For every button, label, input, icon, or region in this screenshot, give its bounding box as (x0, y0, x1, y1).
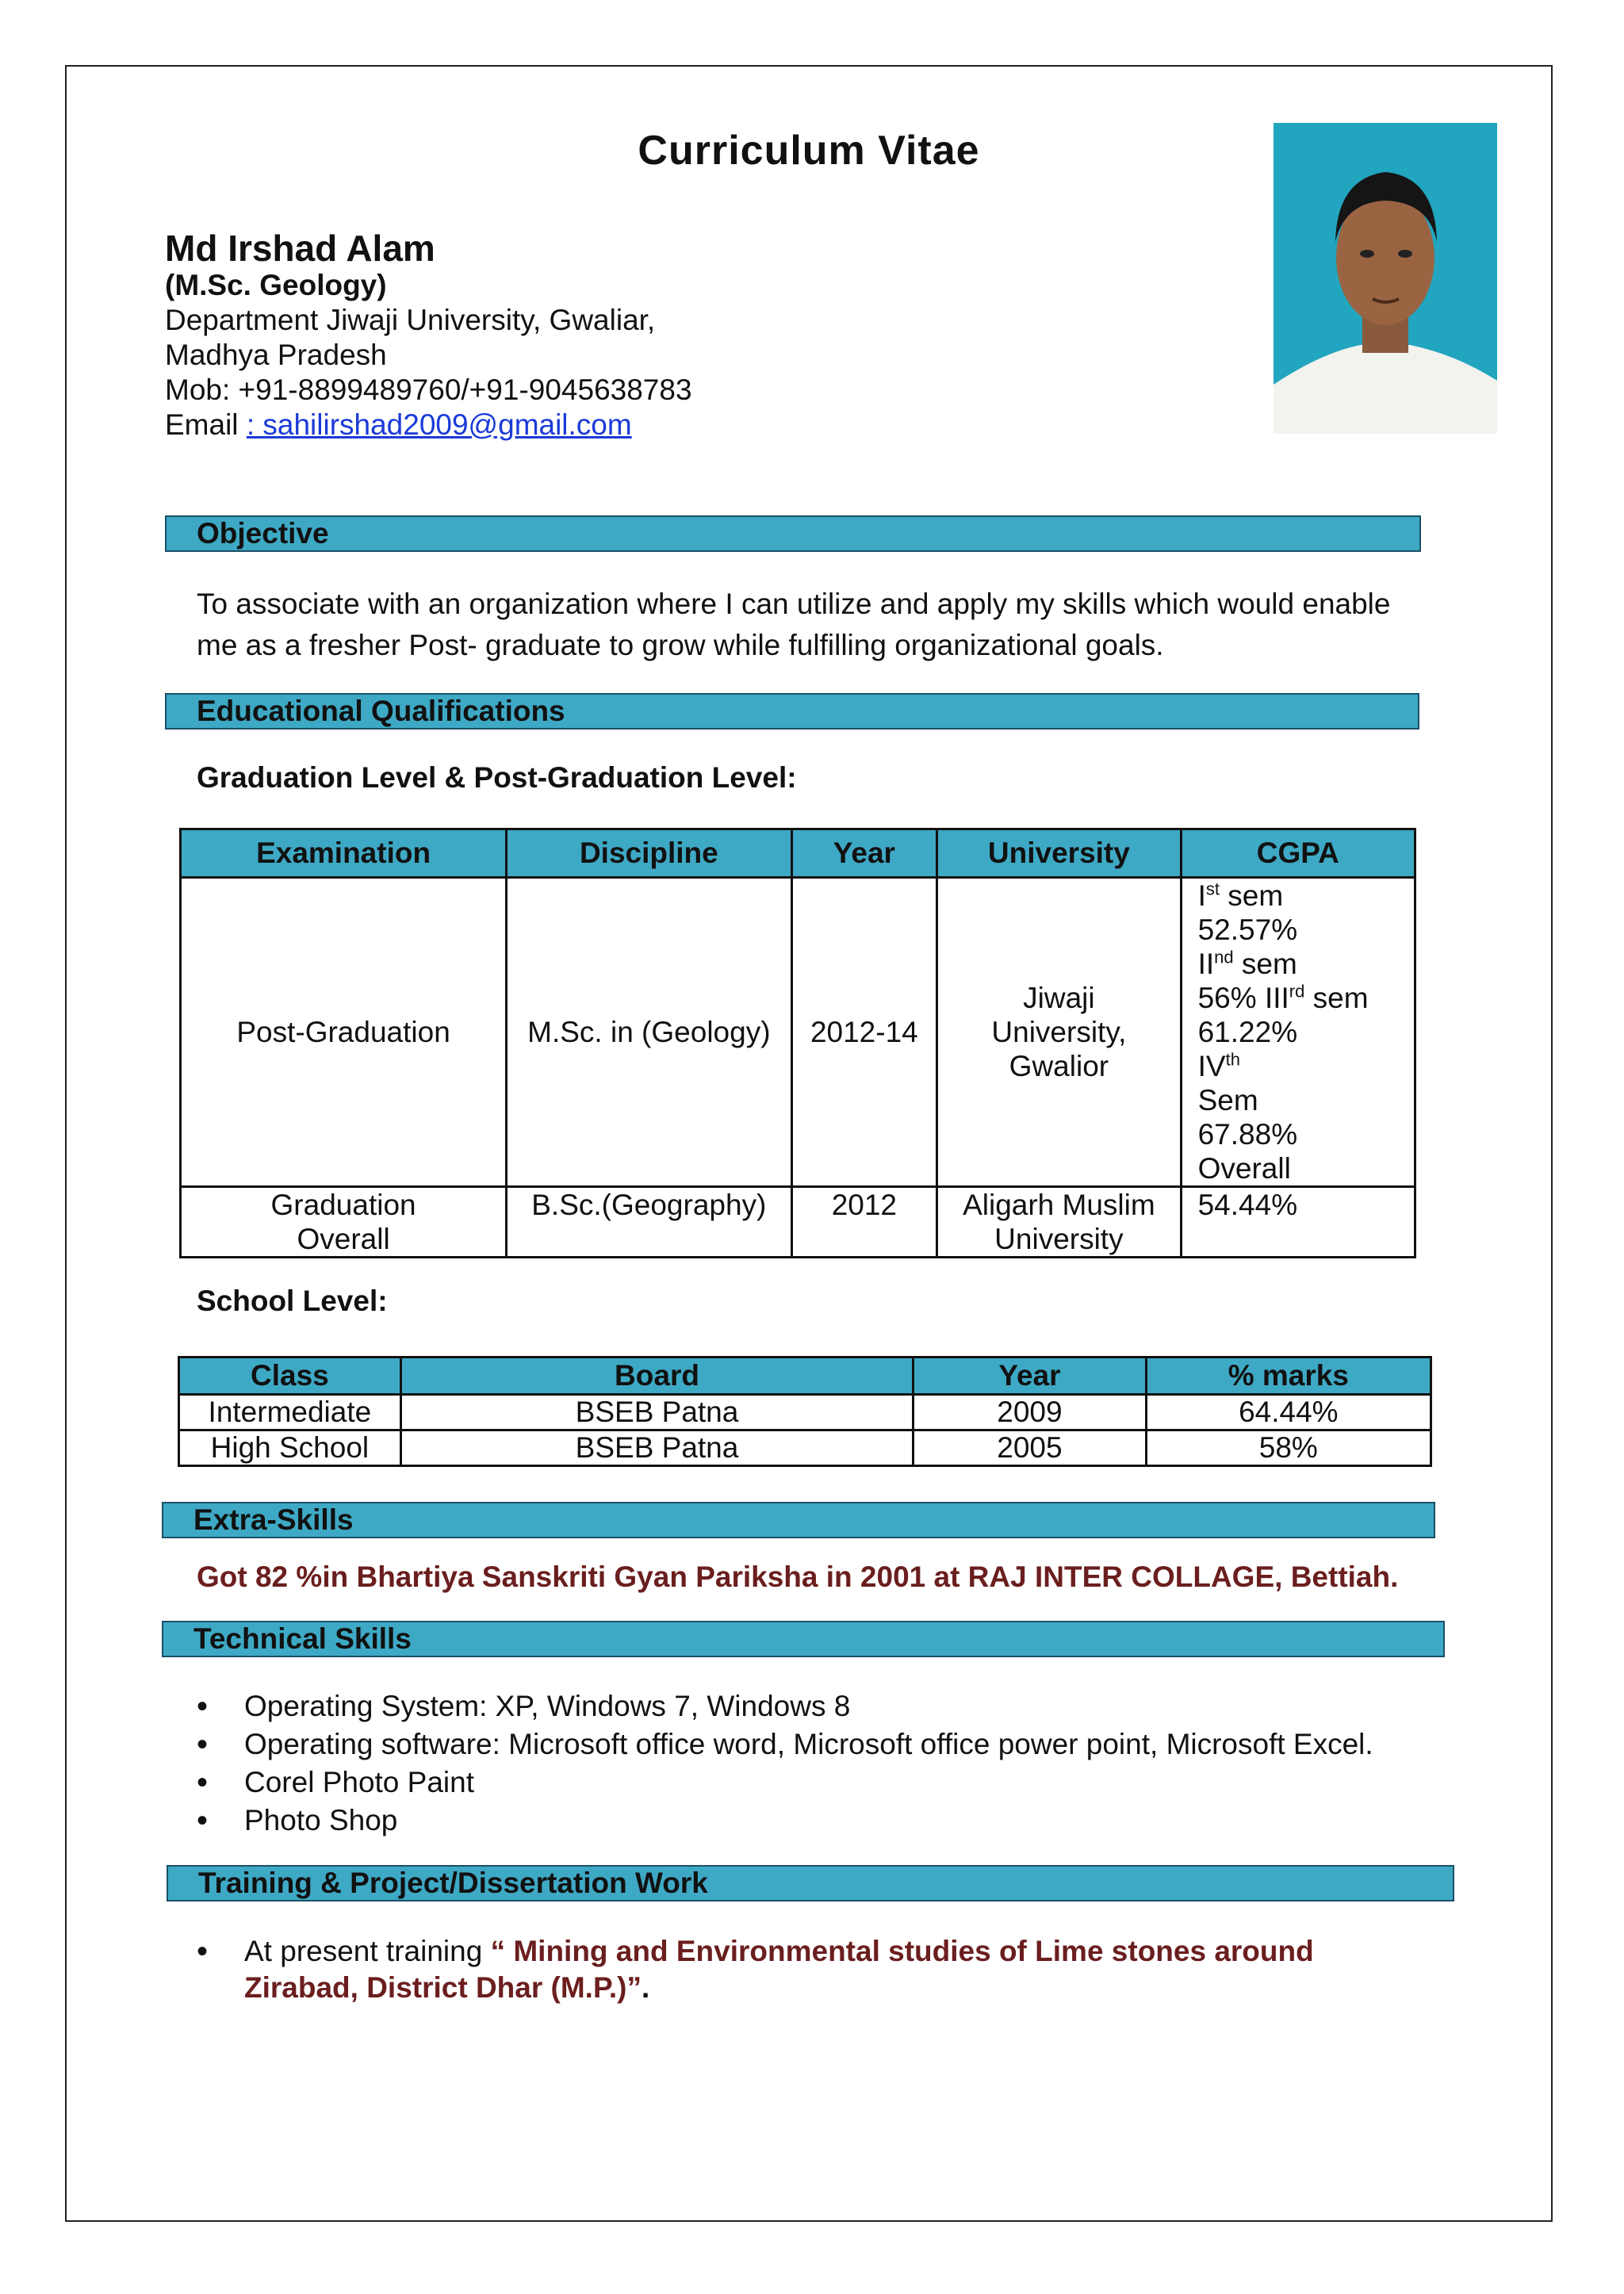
cell-marks: 58% (1146, 1430, 1431, 1466)
cell-marks: 64.44% (1146, 1395, 1431, 1430)
training-title-line-1: “ Mining and Environmental studies of Lime stones around (490, 1935, 1314, 1967)
section-training: Training & Project/Dissertation Work (167, 1865, 1454, 1901)
ordinal: nd (1214, 947, 1234, 967)
pg-discipline: M.Sc. in (Geology) (507, 878, 791, 1187)
pg-university (937, 878, 1181, 1187)
col-board: Board (400, 1358, 913, 1395)
training-suffix: . (641, 1971, 650, 2004)
ug-cgpa: 54.44% (1181, 1187, 1415, 1258)
training-title-line-2: Zirabad, District Dhar (M.P.)” (244, 1971, 642, 2004)
cell-class: High School (179, 1430, 401, 1466)
cgpa-value: 67.88% (1197, 1118, 1298, 1151)
sem-word: sem (1304, 982, 1369, 1014)
roman: II (1197, 948, 1215, 980)
col-marks: % marks (1146, 1358, 1431, 1395)
list-item: • Corel Photo Paint (197, 1764, 1373, 1802)
section-education: Educational Qualifications (165, 693, 1419, 730)
pg-university-line: Gwalior (1009, 1050, 1109, 1082)
col-examination: Examination (181, 829, 507, 878)
ug-university-line: University (994, 1223, 1124, 1255)
school-heading: School Level: (197, 1285, 388, 1317)
school-table-header (179, 1358, 1431, 1395)
email-link[interactable]: : sahilirshad2009@gmail.com (246, 408, 632, 441)
training-prefix: At present training (244, 1935, 491, 1967)
objective-line-1: To associate with an organization where I can utilize and apply my skills which would enable (197, 588, 1391, 620)
objective-line-2: me as a fresher Post- graduate to grow while fulfilling organizational goals. (197, 629, 1164, 661)
ordinal: th (1225, 1049, 1240, 1070)
ug-exam-line: Overall (297, 1223, 390, 1255)
sem-word: sem (1233, 948, 1297, 980)
list-item: • Photo Shop (197, 1802, 1373, 1840)
ug-year: 2012 (791, 1187, 937, 1258)
cgpa-value: 61.22% (1197, 1016, 1298, 1048)
table-row (181, 878, 1415, 1187)
document-title: Curriculum Vitae (638, 128, 980, 174)
cell-class: Intermediate (179, 1395, 401, 1430)
sem-word: Sem (1197, 1084, 1258, 1116)
col-discipline: Discipline (507, 829, 791, 878)
pg-cgpa (1181, 878, 1415, 1187)
mobile-number: Mob: +91-8899489760/+91-9045638783 (165, 373, 692, 406)
cgpa-sem-1 (1198, 879, 1409, 913)
pg-university-line: University, (991, 1016, 1127, 1048)
cell-year: 2005 (914, 1430, 1146, 1466)
ordinal: rd (1289, 981, 1305, 1001)
table-row (179, 1395, 1431, 1430)
ug-discipline: B.Sc.(Geography) (507, 1187, 791, 1258)
ordinal: st (1205, 879, 1220, 899)
address-line-1: Department Jiwaji University, Gwaliar, (165, 304, 656, 336)
pg-exam: Post-Graduation (181, 878, 507, 1187)
table-row (181, 1187, 1415, 1258)
profile-photo (1274, 123, 1497, 434)
section-technical-skills: Technical Skills (162, 1621, 1445, 1657)
col-year: Year (791, 829, 937, 878)
col-class: Class (179, 1358, 401, 1395)
sem-word: sem (1220, 879, 1284, 912)
cgpa-sem-2 (1198, 947, 1409, 981)
training-list (197, 1933, 1314, 2006)
ug-university (937, 1187, 1181, 1258)
section-objective: Objective (165, 515, 1421, 552)
graduation-heading: Graduation Level & Post-Graduation Level: (197, 761, 797, 794)
email-label: Email (165, 408, 247, 441)
roman: 56% III (1197, 982, 1289, 1014)
cell-year: 2009 (914, 1395, 1146, 1430)
cgpa-sem-3 (1198, 981, 1409, 1015)
ug-exam-line: Graduation (270, 1189, 416, 1221)
cgpa-overall-label: Overall (1197, 1152, 1291, 1185)
cgpa-sem-4 (1198, 1049, 1409, 1083)
graduation-table (179, 828, 1416, 1258)
candidate-name: Md Irshad Alam (165, 228, 435, 269)
ug-exam (181, 1187, 507, 1258)
technical-skills-list (197, 1687, 1373, 1840)
cell-board: BSEB Patna (400, 1430, 913, 1466)
col-university: University (937, 829, 1181, 878)
cell-board: BSEB Patna (400, 1395, 913, 1430)
list-item: • Operating software: Microsoft office word, Microsoft office power point, Microsoft Excel. (197, 1725, 1373, 1764)
ug-university-line: Aligarh Muslim (963, 1189, 1155, 1221)
objective-text (197, 584, 1442, 666)
list-item (197, 1933, 1314, 2006)
candidate-degree: (M.Sc. Geology) (165, 269, 387, 301)
cgpa-value: 52.57% (1197, 913, 1298, 946)
address-line-2: Madhya Pradesh (165, 339, 387, 371)
email-row (165, 408, 632, 442)
school-table (178, 1356, 1432, 1467)
section-extra-skills: Extra-Skills (162, 1502, 1435, 1538)
pg-university-line: Jiwaji (1023, 982, 1095, 1014)
col-cgpa: CGPA (1181, 829, 1415, 878)
roman: I (1197, 879, 1206, 912)
roman: IV (1197, 1050, 1226, 1082)
graduation-table-header (181, 829, 1415, 878)
pg-year: 2012-14 (791, 878, 937, 1187)
list-item: • Operating System: XP, Windows 7, Windows 8 (197, 1687, 1373, 1725)
col-year: Year (914, 1358, 1146, 1395)
extra-skill-text: Got 82 %in Bhartiya Sanskriti Gyan Pariksha in 2001 at RAJ INTER COLLAGE, Bettiah. (197, 1561, 1399, 1593)
table-row (179, 1430, 1431, 1466)
